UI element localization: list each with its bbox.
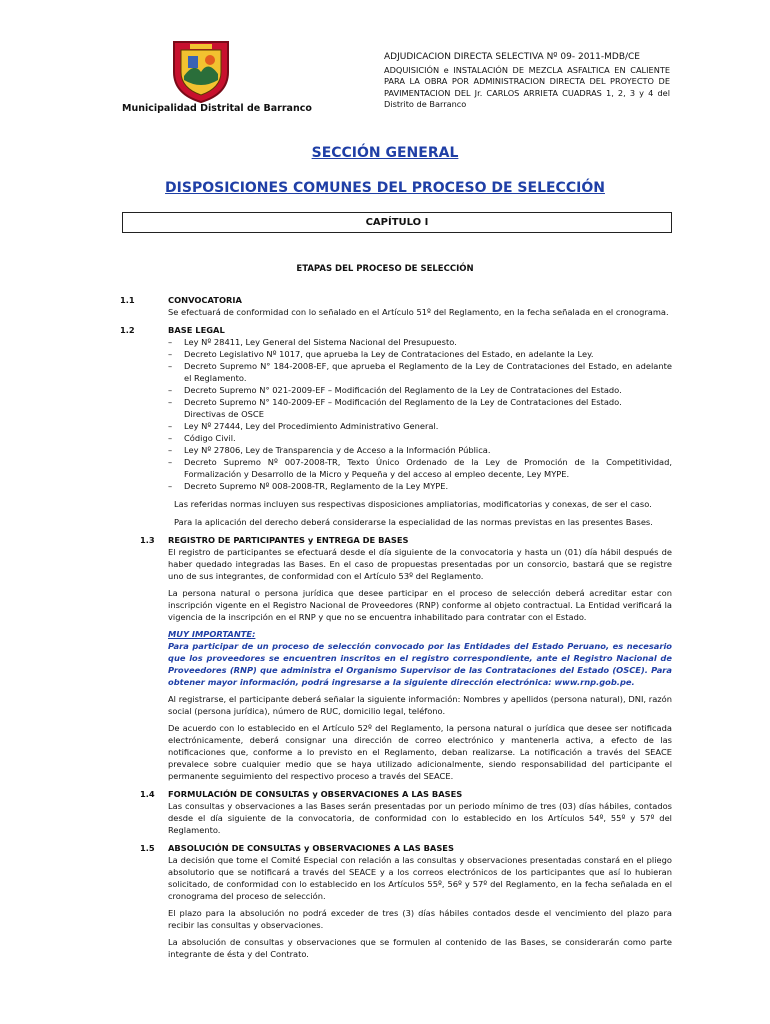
section-number: 1.3 — [140, 535, 155, 545]
paragraph: El plazo para la absolución no podrá exceder de tres (3) días hábiles contados desde el vencimiento del plazo para recibir las consultas y observaciones. — [168, 908, 672, 930]
list-item: – Código Civil. — [168, 433, 236, 443]
important-text: Para participar de un proceso de selección convocado por las Entidades del Estado Peruano, es necesario que los proveedores se encuentren inscritos en el registro correspondiente, ante el Registro Nacional de Proveedores (RNP) que administra el Organismo Supervisor de las Contrataciones del Estado (OSCE). Para obtener mayor información, podrá ingresarse a la siguiente dirección electrónica: www.rnp.gob.pe. — [168, 641, 672, 687]
paragraph: Se efectuará de conformidad con lo señalado en el Artículo 51º del Reglamento, en la fecha señalada en el cronograma. — [168, 307, 669, 317]
section-1-4 — [120, 788, 672, 836]
list-item: – Decreto Supremo N° 184-2008-EF, que aprueba el Reglamento de la Ley de Contrataciones del Estado, en adelante el Reglamento. — [168, 361, 672, 383]
note: Las referidas normas incluyen sus respectivas disposiciones ampliatorias, modificatorias y conexas, de ser el caso. — [174, 499, 652, 509]
section-heading: BASE LEGAL — [168, 325, 225, 335]
paragraph: La persona natural o persona jurídica que desee participar en el proceso de selección deberá acreditar estar con inscripción vigente en el Registro Nacional de Proveedores (RNP) conforme al objeto contractual. La Entidad verificará la vigencia de la inscripción en el RNP y que no se encuentra inhabilitado para contratar con el Estado. — [168, 588, 672, 622]
list-item: – Ley Nº 28411, Ley General del Sistema Nacional del Presupuesto. — [168, 337, 457, 347]
list-item: – Decreto Supremo N° 021-2009-EF – Modificación del Reglamento de la Ley de Contrataciones del Estado. — [168, 385, 622, 395]
section-number: 1.1 — [120, 295, 135, 305]
legal-basis-list — [168, 336, 672, 492]
note: Para la aplicación del derecho deberá considerarse la especialidad de las normas previstas en las presentes Bases. — [174, 517, 653, 527]
document-subtitle: DISPOSICIONES COMUNES DEL PROCESO DE SELECCIÓN — [165, 180, 605, 196]
section-number: 1.2 — [120, 325, 135, 335]
list-item: – Decreto Supremo N° 140-2009-EF – Modificación del Reglamento de la Ley de Contrataciones del Estado. — [168, 397, 622, 407]
section-1-1 — [120, 294, 672, 318]
list-item: – Ley Nº 27806, Ley de Transparencia y de Acceso a la Información Pública. — [168, 445, 491, 455]
document-body — [120, 294, 672, 966]
important-title: MUY IMPORTANTE: — [168, 629, 256, 639]
section-1-3 — [120, 534, 672, 782]
section-1-2 — [120, 324, 672, 528]
list-item: – Decreto Supremo Nº 008-2008-TR, Reglamento de la Ley MYPE. — [168, 481, 449, 491]
chapter-heading: CAPÍTULO I — [122, 212, 672, 233]
section-heading: ABSOLUCIÓN DE CONSULTAS y OBSERVACIONES A LAS BASES — [168, 843, 454, 853]
section-heading: CONVOCATORIA — [168, 295, 242, 305]
section-number: 1.4 — [140, 789, 155, 799]
paragraph: Al registrarse, el participante deberá señalar la siguiente información: Nombres y apellidos (persona natural), DNI, razón social (persona jurídica), número de RUC, domicilio legal, teléfono. — [168, 694, 672, 716]
process-code: ADJUDICACION DIRECTA SELECTIVA Nº 09- 2011-MDB/CE — [384, 52, 640, 62]
list-item: – Decreto Supremo Nº 007-2008-TR, Texto Único Ordenado de la Ley de Promoción de la Competitividad, Formalización y Desarrollo de la Micro y Pequeña y del acceso al empleo decente, Ley MYPE. — [168, 457, 672, 479]
section-number: 1.5 — [140, 843, 155, 853]
stages-heading: ETAPAS DEL PROCESO DE SELECCIÓN — [296, 264, 474, 274]
project-description: ADQUISICIÓN e INSTALACIÓN DE MEZCLA ASFALTICA EN CALIENTE PARA LA OBRA POR ADMINISTRACION DIRECTA DEL PROYECTO DE PAVIMENTACION DEL Jr. CARLOS ARRIETA CUADRAS 1, 2, 3 y 4 del Distrito de Barranco — [384, 64, 670, 110]
municipality-name: Municipalidad Distrital de Barranco — [122, 103, 312, 114]
section-1-5 — [120, 842, 672, 960]
header-block — [384, 52, 670, 111]
section-title: SECCIÓN GENERAL — [311, 145, 459, 161]
paragraph: La decisión que tome el Comité Especial con relación a las consultas y observaciones presentadas constará en el pliego absolutorio que se notificará a través del SEACE y a los correos electrónicos de los participantes que así lo hubieran solicitado, de conformidad con lo establecido en los Artículos 55º, 56º y 57º del Reglamento, en la fecha señalada en el cronograma del proceso de selección. — [168, 855, 672, 901]
paragraph: El registro de participantes se efectuará desde el día siguiente de la convocatoria y hasta un (01) día hábil después de haber quedado integradas las Bases. En el caso de propuestas presentadas por un consorcio, bastará que se registre uno de sus integrantes, de conformidad con el Artículo 53º del Reglamento. — [168, 547, 672, 581]
paragraph: Las consultas y observaciones a las Bases serán presentadas por un periodo mínimo de tres (03) días hábiles, contados desde el día siguiente de la convocatoria, de conformidad con lo establecido en los Artículos 54º, 55º y 57º del Reglamento. — [168, 801, 672, 835]
section-heading: REGISTRO DE PARTICIPANTES y ENTREGA DE BASES — [168, 535, 409, 545]
list-item: – Decreto Legislativo Nº 1017, que aprueba la Ley de Contrataciones del Estado, en adelante la Ley. — [168, 349, 594, 359]
section-heading: FORMULACIÓN DE CONSULTAS y OBSERVACIONES A LAS BASES — [168, 789, 463, 799]
important-notice — [168, 628, 672, 688]
municipal-shield-logo — [170, 38, 232, 104]
paragraph: De acuerdo con lo establecido en el Artículo 52º del Reglamento, la persona natural o jurídica que desee ser notificada electrónicamente, deberá consignar una dirección de correo electrónico y mantenerla activa, a efecto de las notificaciones que, conforme a lo previsto en el Reglamento, deban realizarse. La notificación a través del SEACE prevalece sobre cualquier medio que se haya utilizado adicionalmente, siendo responsabilidad del participante el permanente seguimiento del respectivo proceso a través del SEACE. — [168, 723, 672, 781]
list-item-directivas: Directivas de OSCE — [184, 409, 264, 419]
paragraph: La absolución de consultas y observaciones que se formulen al contenido de las Bases, se considerarán como parte integrante de ésta y del Contrato. — [168, 937, 672, 959]
list-item: – Ley Nº 27444, Ley del Procedimiento Administrativo General. — [168, 421, 439, 431]
